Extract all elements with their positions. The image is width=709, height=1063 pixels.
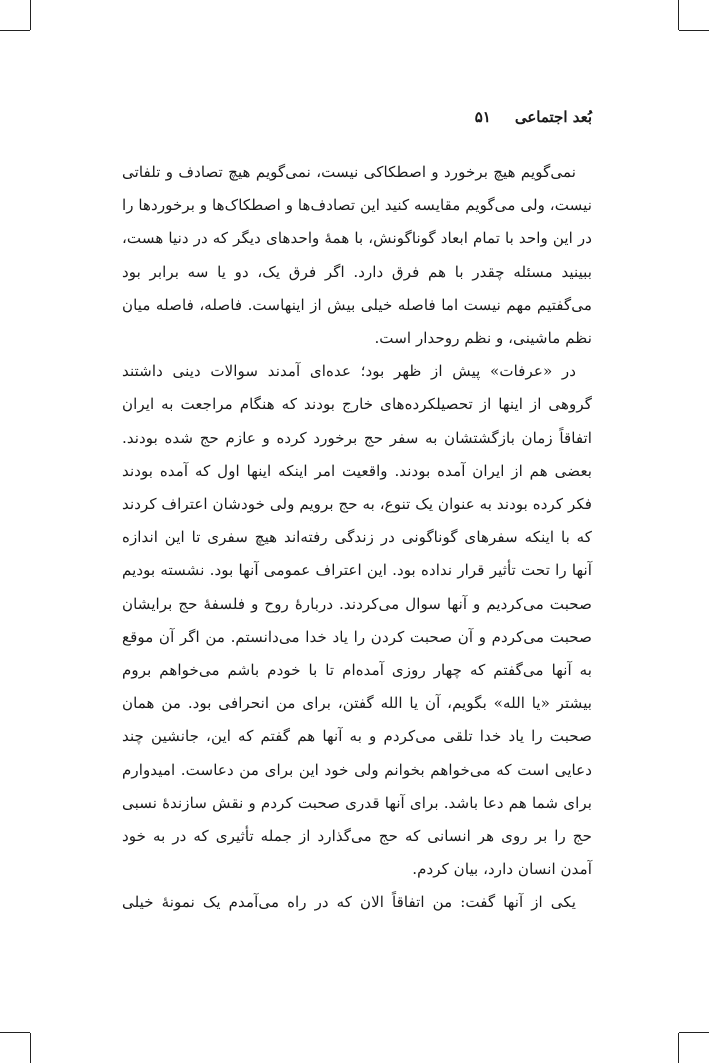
crop-mark-top-left-h <box>0 30 30 31</box>
crop-mark-top-left-v <box>30 0 31 30</box>
crop-mark-bottom-right-h <box>679 1032 709 1033</box>
crop-mark-bottom-right-v <box>678 1033 679 1063</box>
crop-mark-bottom-left-h <box>0 1032 30 1033</box>
page-number: ۵۱ <box>474 108 491 126</box>
crop-mark-bottom-left-v <box>30 1033 31 1063</box>
paragraph: نمی‌گویم هیچ برخورد و اصطکاکی نیست، نمی‌گویم هیچ تصادف و تلفاتی نیست، ولی می‌گویم مقایسه کنید این تصادف‌ها و اصطکاک‌ها و برخوردها را در این واحد با تمام ابعاد گوناگونش، با همهٔ واحدهای دیگر که در دنیا هست، ببینید مسئله چقدر با هم فرق دارد. اگر فرق یک، دو یا سه برابر بود می‌گفتیم مهم نیست اما فاصله خیلی بیش از اینهاست. فاصله، فاصله میان نظم ماشینی، و نظم روحدار است. <box>122 163 592 348</box>
running-head <box>122 108 592 144</box>
body-text <box>122 156 592 920</box>
paragraph: در «عرفات» پیش از ظهر بود؛ عده‌ای آمدند سوالات دینی داشتند گروهی از اینها از تحصیلکرده‌های خارج بودند که هنگام مراجعت به ایران اتفاقاً زمان بازگشتشان به سفر حج برخورد کرده و عازم حج شده بودند. بعضی هم از ایران آمده بودند. واقعیت امر اینکه اینها اول که آمده بودند فکر کرده بودند به عنوان یک تنوع، به حج برویم ولی خودشان اعتراف کردند که با اینکه سفرهای گوناگونی در زندگی رفته‌اند هیچ سفری تا این اندازه آنها را تحت تأثیر قرار نداده بود. این اعتراف عمومی آنها بود. نشسته بودیم صحبت می‌کردیم و آنها سوال می‌کردند. دربارهٔ روح و فلسفهٔ حج برایشان صحبت می‌کردم و آن صحبت کردن را یاد خدا می‌دانستم. من اگر آن موقع به آنها می‌گفتم که چهار روزی آمده‌ام تا با خودم باشم می‌خواهم بروم بیشتر «یا الله» بگویم، آن یا الله گفتن، برای من انحرافی بود. من همان صحبت را یاد خدا تلقی می‌کردم و به آنها هم گفتم که این، جانشین چند دعایی است که می‌خواهم بخوانم ولی خود این برای من دعاست. امیدوارم برای شما هم دعا باشد. برای آنها قدری صحبت کردم و نقش سازندهٔ نسبی حج را بر روی هر انسانی که حج می‌گذارد از جمله تأثیری که در به خود آمدن انسان دارد، بیان کردم. <box>122 362 592 879</box>
crop-mark-top-right-h <box>679 30 709 31</box>
crop-mark-top-right-v <box>678 0 679 30</box>
book-page <box>122 108 592 920</box>
running-head-title: بُعد اجتماعی <box>514 108 592 126</box>
paragraph: یکی از آنها گفت: من اتفاقاً الان که در راه می‌آمدم یک نمونهٔ خیلی <box>122 893 576 912</box>
